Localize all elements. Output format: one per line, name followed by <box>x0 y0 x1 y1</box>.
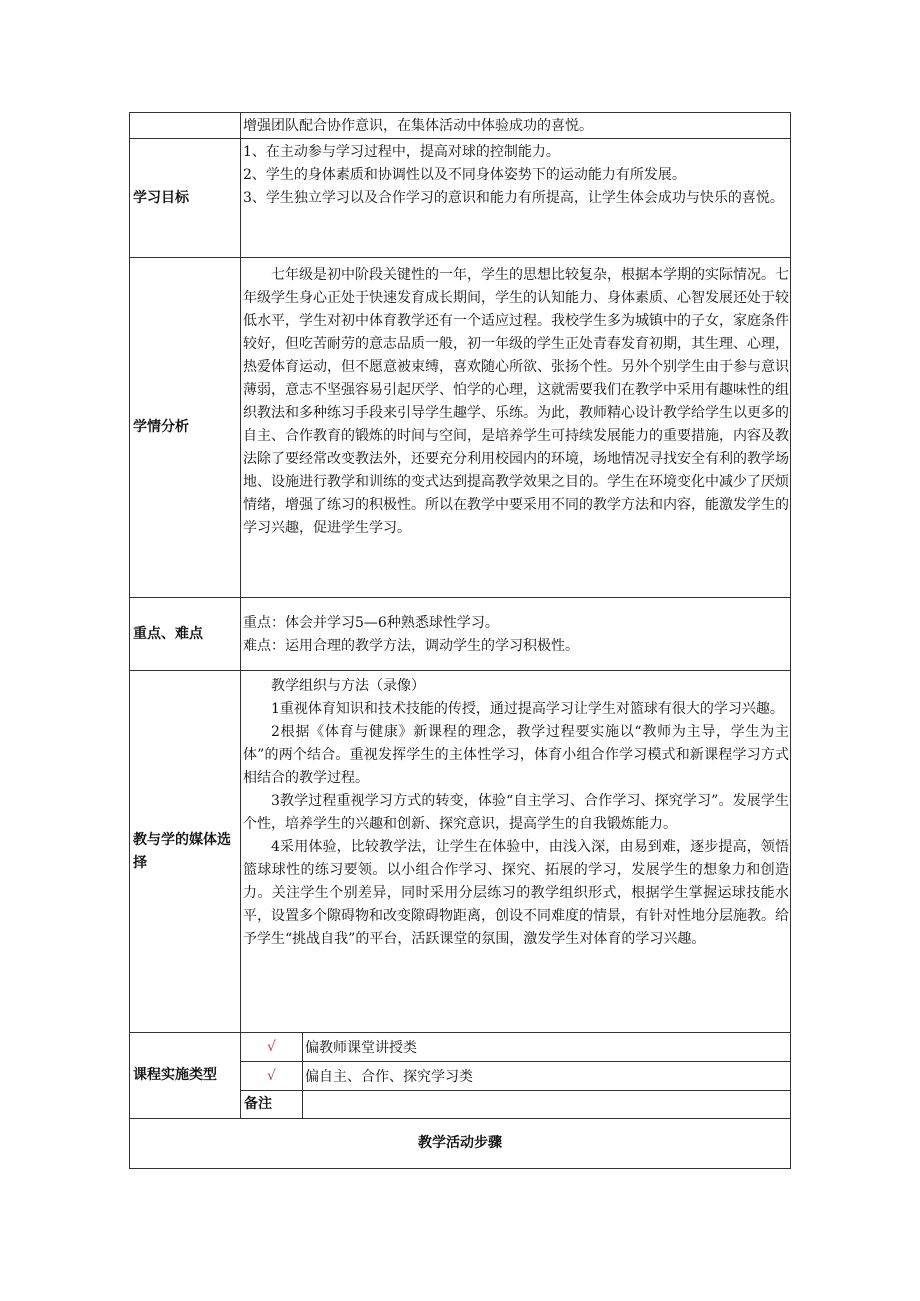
media-heading: 教学组织与方法（录像） <box>271 678 425 694</box>
goal-item: 3、学生独立学习以及合作学习的意识和能力有所提高，让学生体会成功与快乐的喜悦。 <box>243 190 784 206</box>
check-mark-inquiry: √ <box>241 1062 303 1091</box>
team-row <box>130 113 791 139</box>
analysis-row <box>130 258 791 598</box>
media-paragraph: 3教学过程重视学习方式的转变，体验“自主学习、合作学习、探究学习”。发展学生个性，培养学生的兴趣和创新、探究意识，提高学生的自我锻炼能力。 <box>243 793 789 832</box>
focus-text: 重点：体会并学习5—6种熟悉球性学习。 <box>243 615 499 631</box>
media-row <box>130 671 791 1033</box>
course-type-teacher: 偏教师课堂讲授类 <box>303 1033 791 1062</box>
note-value <box>303 1091 791 1119</box>
analysis-content <box>241 258 791 598</box>
keypoints-content <box>241 598 791 671</box>
goals-content <box>241 139 791 258</box>
goals-label: 学习目标 <box>130 139 241 258</box>
media-paragraph: 4采用体验，比较教学法，让学生在体验中，由浅入深，由易到难，逐步提高，领悟篮球球性的练习要领。以小组合作学习、探究、拓展的学习，发展学生的想象力和创造力。关注学生个别差异，同时采用分层练习的教学组织形式，根据学生掌握运球技能水平，设置多个隙碍物和改变隙碍物距离，创设不同难度的情景，有针对性地分层施教。给予学生“挑战自我”的平台，活跃课堂的氛围，激发学生对体育的学习兴趣。 <box>243 839 789 947</box>
course-type-row <box>130 1033 791 1062</box>
team-label-cell <box>130 113 241 139</box>
media-text-box <box>243 673 789 1029</box>
goals-row <box>130 139 791 258</box>
keypoints-row <box>130 598 791 671</box>
analysis-text: 七年级是初中阶段关键性的一年，学生的思想比较复杂，根据本学期的实际情况。七年级学生身心正处于快速发育成长期间，学生的认知能力、身体素质、心智发展还处于较低水平，学生对初中体育教学还有一个适应过程。我校学生多为城镇中的子女，家庭条件较好，但吃苦耐劳的意志品质一般，初一年级的学生正处青春发育初期，其生理、心理，热爱体育运动，但不愿意被束缚，喜欢随心所欲、张扬个性。另外个别学生由于参与意识薄弱，意志不坚强容易引起厌学、怕学的心理，这就需要我们在教学中采用有趣味性的组织教法和多种练习手段来引导学生趣学、乐练。为此，教师精心设计教学给学生以更多的自主、合作教育的锻炼的时间与空间，是培养学生可持续发展能力的重要措施，内容及教法除了要经常改变教法外，还要充分利用校园内的环境，场地情况寻找安全有利的教学场地、设施进行教学和训练的变式达到提高教学效果之目的。学生在环境变化中减少了厌烦情绪，增强了练习的积极性。所以在教学中要采用不同的教学方法和内容，能激发学生的学习兴趣，促进学生学习。 <box>243 267 789 536</box>
analysis-label: 学情分析 <box>130 258 241 598</box>
check-mark-teacher: √ <box>241 1033 303 1062</box>
goal-item: 1、在主动参与学习过程中，提高对球的控制能力。 <box>243 144 560 160</box>
lesson-plan-table <box>129 112 791 1169</box>
course-type-label: 课程实施类型 <box>130 1033 241 1119</box>
media-paragraph: 2根据《体育与健康》新课程的理念，教学过程要实施以“教师为主导，学生为主体”的两个结合。重视发挥学生的主体性学习，体育小组合作学习模式和新课程学习方式相结合的教学过程。 <box>243 724 789 786</box>
keypoints-label: 重点、难点 <box>130 598 241 671</box>
media-paragraph: 1重视体育知识和技术技能的传授，通过提高学习让学生对篮球有很大的学习兴趣。 <box>271 701 784 717</box>
difficulty-text: 难点：运用合理的教学方法，调动学生的学习积极性。 <box>243 638 579 654</box>
team-text: 增强团队配合协作意识，在集体活动中体验成功的喜悦。 <box>241 113 791 139</box>
note-label: 备注 <box>241 1091 303 1119</box>
steps-title: 教学活动步骤 <box>130 1119 791 1169</box>
steps-row <box>130 1119 791 1169</box>
goal-item: 2、学生的身体素质和协调性以及不同身体姿势下的运动能力有所发展。 <box>243 167 686 183</box>
course-type-inquiry: 偏自主、合作、探究学习类 <box>303 1062 791 1091</box>
media-label: 教与学的媒体选择 <box>130 671 241 1033</box>
media-content <box>241 671 791 1033</box>
